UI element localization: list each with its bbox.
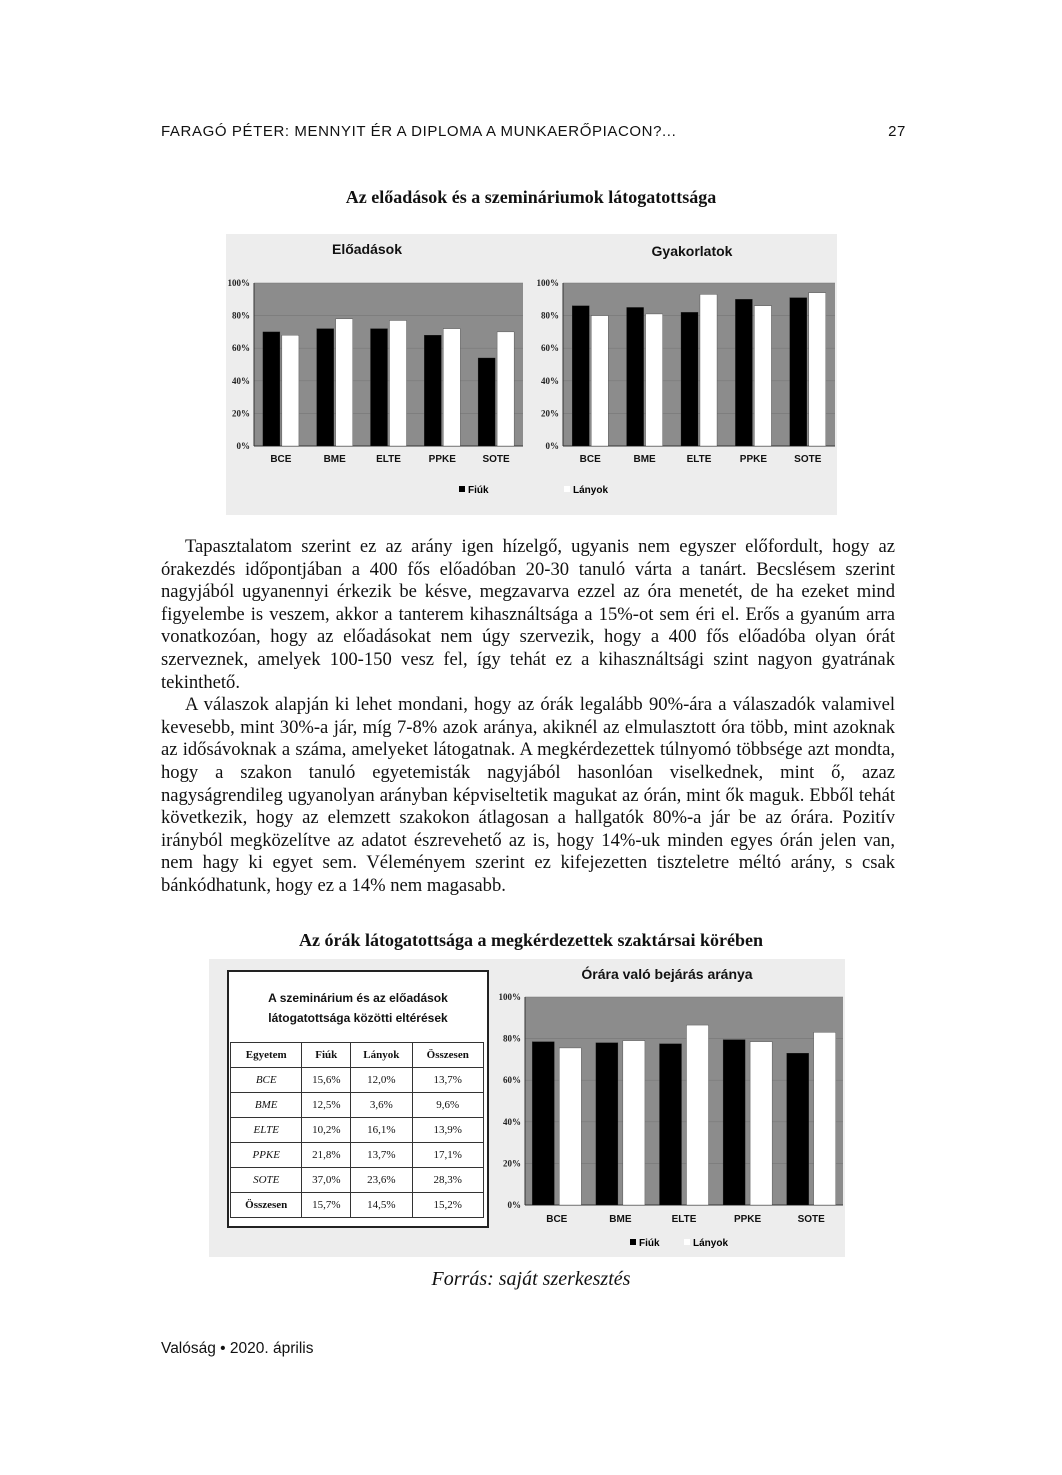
table-cell: 13,7%	[412, 1068, 484, 1093]
bar-fiuk-elte	[681, 312, 698, 446]
legend2-lanyok-swatch	[684, 1239, 690, 1245]
difference-table-title: A szeminárium és az előadások látogatottsága közötti eltérések	[268, 991, 448, 1025]
x-tick-label: ELTE	[671, 1214, 697, 1225]
column-header: Egyetem	[231, 1043, 302, 1068]
bar-lanyok-elte	[390, 320, 407, 446]
bar-fiuk-ppke	[424, 335, 441, 446]
bar-lanyok-bce	[559, 1048, 581, 1205]
bar-fiuk-sote	[790, 298, 807, 446]
x-tick-label: BME	[633, 454, 656, 465]
table-cell: 15,7%	[302, 1193, 351, 1218]
table-cell: 15,2%	[412, 1193, 484, 1218]
x-tick-label: SOTE	[797, 1214, 825, 1225]
bar-fiuk-sote	[478, 358, 495, 446]
y-tick-label: 20%	[503, 1158, 521, 1169]
y-tick-label: 0%	[545, 441, 559, 451]
y-tick-label: 80%	[232, 310, 250, 321]
bar-fiuk-bme	[317, 329, 334, 446]
table-row	[231, 1093, 484, 1118]
table-row	[231, 1168, 484, 1193]
running-title: FARAGÓ PÉTER: MENNYIT ÉR A DIPLOMA A MUNKAERŐPIACON?...	[161, 123, 677, 140]
legend-fiuk-label: Fiúk	[468, 485, 489, 496]
table-cell: BME	[231, 1093, 302, 1118]
y-tick-label: 80%	[503, 1033, 521, 1044]
y-tick-label: 60%	[503, 1075, 521, 1086]
bar-lanyok-sote	[814, 1032, 836, 1205]
table-cell: 13,7%	[351, 1143, 412, 1168]
bar-lanyok-bce	[591, 316, 608, 446]
x-tick-label: BCE	[579, 454, 601, 465]
bar-lanyok-sote	[497, 332, 514, 446]
table-cell: 14,5%	[351, 1193, 412, 1218]
figure1-charts	[226, 234, 837, 515]
bar-lanyok-ppke	[443, 329, 460, 446]
bar-fiuk-ppke	[735, 299, 752, 446]
chart-orara-bejaras	[499, 965, 844, 1225]
bar-lanyok-bme	[336, 319, 353, 446]
x-tick-label: ELTE	[686, 454, 712, 465]
bar-lanyok-ppke	[750, 1042, 772, 1205]
table-cell: 3,6%	[351, 1093, 412, 1118]
figure2-legend	[630, 1238, 728, 1249]
bar-fiuk-elte	[660, 1044, 682, 1205]
x-tick-label: BCE	[270, 454, 292, 465]
chart-eloadasok	[228, 241, 524, 465]
legend-fiuk-swatch	[459, 486, 465, 492]
table-cell: 12,5%	[302, 1093, 351, 1118]
bar-lanyok-bme	[623, 1041, 645, 1205]
chart-gyakorlatok	[537, 243, 836, 465]
table-cell: 21,8%	[302, 1143, 351, 1168]
column-header: Fiúk	[302, 1043, 351, 1068]
x-tick-label: SOTE	[794, 454, 822, 465]
chart-title: Gyakorlatok	[651, 243, 733, 259]
bar-fiuk-bce	[263, 332, 280, 446]
bar-fiuk-bme	[627, 307, 644, 446]
x-tick-label: ELTE	[376, 454, 401, 465]
bar-fiuk-ppke	[723, 1040, 745, 1205]
bar-fiuk-sote	[787, 1053, 809, 1205]
y-tick-label: 100%	[536, 278, 559, 288]
figure1-caption: Az előadások és a szemináriumok látogatottsága	[345, 187, 717, 207]
table-row	[231, 1118, 484, 1143]
x-tick-label: BCE	[546, 1214, 568, 1225]
column-header: Lányok	[351, 1043, 412, 1068]
x-tick-label: PPKE	[733, 1214, 762, 1225]
bar-lanyok-sote	[809, 293, 826, 446]
y-tick-label: 0%	[507, 1200, 521, 1210]
source-note: Forrás: saját szerkesztés	[431, 1268, 631, 1290]
column-header: Összesen	[412, 1043, 484, 1068]
table-cell: 13,9%	[412, 1118, 484, 1143]
paragraph-2: A válaszok alapján ki lehet mondani, hogy az órák legalább 90%-ára a válaszadók valamivel kevesebb, mint 30%-a jár, míg 7-8% azok aránya, akiknél az elmulasztott óra több, mint azoknak az idősávoknak a száma, amelyeket látogatnak. A megkérdezettek túlnyomó többsége azt mondta, hogy a szakon tanuló egyetemisták nagyjából hasonlóan viselkednek, mint ő, azaz nagyságrendileg ugyanolyan arányban képviseltetik magukat az órán, mint ők maguk. Ebből tehát következik, hogy az elemzett szakokon átlagosan a hallgatók 80%-a jár be az órára. Pozitív irányból megközelítve az adatot észrevehető az is, hogy 14%-uk minden egyes órán jelen van, nem hagy ki egyet sem. Véleményem szerint ez kifejezetten tiszteletre méltó arány, s csak bánkódhatunk, hogy ez a 14% nem magasabb.	[161, 694, 895, 896]
y-tick-label: 40%	[503, 1116, 521, 1127]
table-cell: 12,0%	[351, 1068, 412, 1093]
table-cell: 15,6%	[302, 1068, 351, 1093]
legend-lanyok-label: Lányok	[573, 485, 609, 496]
legend-lanyok-swatch	[564, 486, 570, 492]
bar-fiuk-bce	[532, 1042, 554, 1205]
table-cell: 10,2%	[302, 1118, 351, 1143]
bar-lanyok-bme	[646, 314, 663, 446]
y-tick-label: 100%	[498, 992, 521, 1002]
figure1-panel	[226, 234, 837, 515]
x-tick-label: BME	[609, 1214, 632, 1225]
bar-lanyok-bce	[282, 335, 299, 446]
y-tick-label: 100%	[227, 278, 250, 288]
y-tick-label: 20%	[232, 408, 250, 419]
bar-fiuk-bme	[596, 1043, 618, 1205]
paragraph-1: Tapasztalatom szerint ez az arány igen hízelgő, ugyanis nem egyszer előfordult, hogy az órakezdés időpontjában a 400 fős előadóban 20-30 tanuló várta a tanárt. Becslésem szerint nagyjából ugyanennyi érkezik be késve, megzavarva ezzel az óra menetét, de ha ezeket mind figyelembe is veszem, akkor a tanterem kihasználtsága a 15%-ot sem éri el. Erős a gyanúm arra vonatkozóan, hogy az előadásokat nem úgy szervezik, hogy a 400 fős előadóba olyan órát szerveznek, amelyek 100-150 vesz fel, így tehát ez a kihasználtsági szint nagyon gyatrának tekinthető.	[161, 536, 895, 693]
chart-title: Előadások	[331, 241, 403, 257]
table-cell: 37,0%	[302, 1168, 351, 1193]
table-row-total	[231, 1193, 484, 1218]
y-tick-label: 40%	[232, 375, 250, 386]
difference-table-grid	[230, 1042, 484, 1218]
running-head	[161, 123, 906, 140]
figure1-legend	[459, 485, 608, 496]
y-tick-label: 80%	[541, 310, 559, 321]
table-cell: Összesen	[231, 1193, 302, 1218]
bar-fiuk-bce	[572, 306, 589, 446]
y-tick-label: 40%	[541, 375, 559, 386]
x-tick-label: BME	[323, 454, 346, 465]
table-cell: 17,1%	[412, 1143, 484, 1168]
bar-lanyok-elte	[687, 1025, 709, 1205]
table-cell: PPKE	[231, 1143, 302, 1168]
table-cell: ELTE	[231, 1118, 302, 1143]
legend2-lanyok-label: Lányok	[693, 1238, 729, 1249]
bar-lanyok-ppke	[754, 306, 771, 446]
table-row	[231, 1068, 484, 1093]
y-tick-label: 60%	[541, 343, 559, 354]
table-cell: SOTE	[231, 1168, 302, 1193]
footer: Valóság • 2020. április	[161, 1340, 314, 1357]
legend2-fiuk-swatch	[630, 1239, 636, 1245]
legend2-fiuk-label: Fiúk	[639, 1238, 660, 1249]
chart-title: Órára való bejárás aránya	[581, 966, 753, 982]
table-cell: 9,6%	[412, 1093, 484, 1118]
difference-table	[227, 970, 489, 1228]
table-row	[231, 1143, 484, 1168]
bar-lanyok-elte	[700, 294, 717, 446]
bar-fiuk-elte	[371, 329, 388, 446]
x-tick-label: SOTE	[482, 454, 510, 465]
y-tick-label: 60%	[232, 343, 250, 354]
table-cell: 28,3%	[412, 1168, 484, 1193]
body-text	[161, 536, 895, 898]
table-cell: BCE	[231, 1068, 302, 1093]
page-number: 27	[888, 123, 906, 140]
x-tick-label: PPKE	[739, 454, 768, 465]
figure2-caption: Az órák látogatottsága a megkérdezettek szaktársai körében	[299, 930, 763, 950]
y-tick-label: 20%	[541, 408, 559, 419]
y-tick-label: 0%	[236, 441, 250, 451]
table-cell: 16,1%	[351, 1118, 412, 1143]
table-cell: 23,6%	[351, 1168, 412, 1193]
x-tick-label: PPKE	[428, 454, 456, 465]
